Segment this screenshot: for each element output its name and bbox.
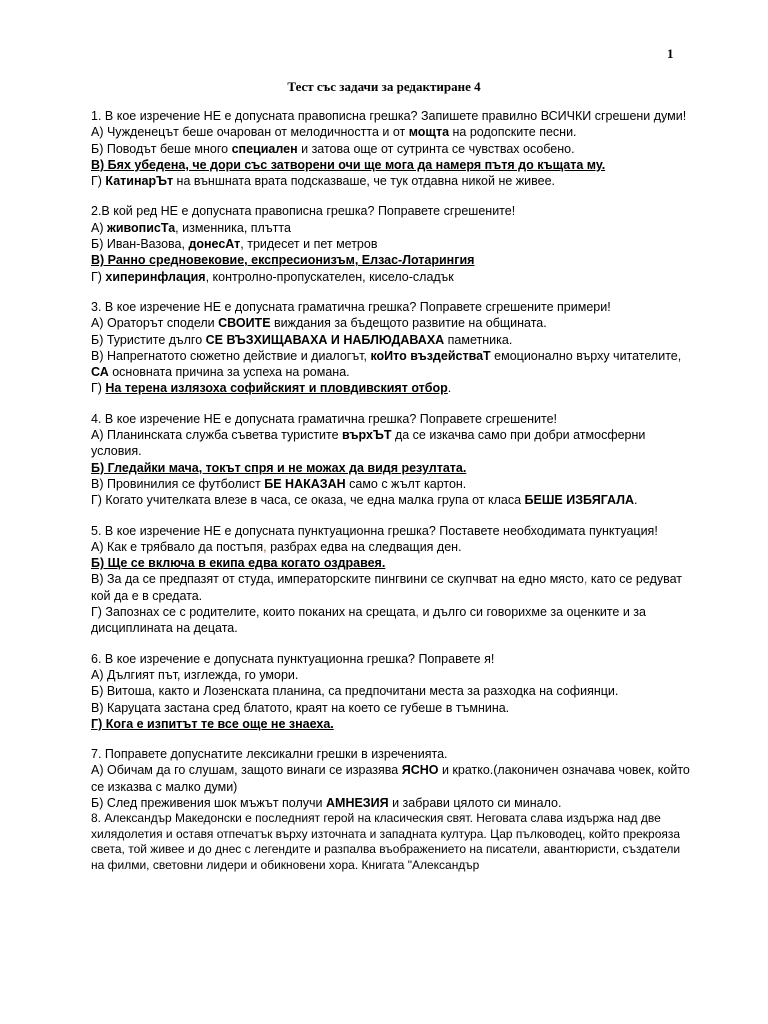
answer-b-correct: Б) Ще се включа в екипа едва когато оздравея. [91,556,386,571]
inserted-comma: , [583,572,588,587]
page-title: Тест със задачи за редактиране 4 [287,79,481,94]
question-3 [91,299,691,397]
answer-c: В) Каруцата застана сред блатото, краят на което се губеше в тъмнина. [91,700,510,715]
answer-c: В) Провинилия се футболист БЕ НАКАЗАН само с жълт картон. [91,476,467,491]
answer-c-correct: В) Ранно средновековие, експресионизъм, Елзас-Лотарингия [91,253,475,268]
answer-d-correct: Г) Кога е изпитът те все още не знаеха. [91,716,334,731]
answer-d: Г) Запознах се с родителите, които поканих на срещата, и дълго си говорихме за оценките и за дисциплината на децата. [91,605,646,636]
question-8 [91,811,691,873]
answer-b: Б) Витоша, както и Лозенската планина, са предпочитани места за разходка на софиянци. [91,684,619,699]
question-6 [91,651,691,732]
answer-b: Б) Туристите дълго СЕ ВЪЗХИЩАВАХА И НАБЛЮДАВАХА паметника. [91,332,513,347]
answer-a: А) Дългият път, изглежда, го умори. [91,667,299,682]
answer-c: В) За да се предпазят от студа, императорските пингвини се скупчват на едно място, като се редуват кой да е в средата. [91,572,683,603]
answer-a: А) живописТа, изменника, плътта [91,220,291,235]
question-4 [91,411,691,509]
answer-b: Б) След преживения шок мъжът получи АМНЕЗИЯ и забрави цялото си минало. [91,795,562,810]
question-prompt: 4. В кое изречение НЕ е допусната граматична грешка? Поправете сгрешените! [91,411,558,426]
answer-a: А) Планинската служба съветва туристите върхЪТ да се изкачва само при добри атмосферни условия. [91,428,646,459]
question-8-text: 8. Александър Македонски е последният герой на класическия свят. Неговата слава издържа над две хилядолетия и оставя отпечатък върху източната и западната култура. Цар пълководец, който прекрояза света, той живее и до днес с легендите и разпалва въображението на писатели, авантюристи, създатели на филми, световни лидери и обикновени хора. Книгата "Александър [91,811,681,872]
page-number: 1 [667,46,674,61]
answer-d: Г) хиперинфлация, контролно-пропускателен, кисело-сладък [91,269,454,284]
question-prompt: 5. В кое изречение НЕ е допусната пунктуационна грешка? Поставете необходимата пунктуация! [91,523,658,538]
answer-d: Г) КатинарЪт на външната врата подсказваше, че тук отдавна никой не живее. [91,174,556,189]
question-prompt: 2.В кой ред НЕ е допусната правописна грешка? Поправете сгрешените! [91,204,516,219]
question-5 [91,523,691,637]
question-prompt: 6. В кое изречение е допусната пунктуационна грешка? Поправете я! [91,651,495,666]
answer-a: А) Обичам да го слушам, защото винаги се изразява ЯСНО и кратко.(лаконичен означава човек, който се изказва с малко думи) [91,763,690,794]
inserted-comma: , [415,605,420,620]
answer-d-correct: Г) На терена излязоха софийският и пловдивският отбор. [91,381,452,396]
question-prompt: 3. В кое изречение НЕ е допусната граматична грешка? Поправете сгрешените примери! [91,299,611,314]
question-prompt: 1. В кое изречение НЕ е допусната правописна грешка? Запишете правилно ВСИЧКИ сгрешени думи! [91,109,687,123]
question-7 [91,746,691,811]
inserted-comma: , [263,539,267,554]
answer-b: Б) Иван-Вазова, донесАт, тридесет и пет метров [91,237,378,252]
answer-a: А) Как е трябвало да постъпя, разбрах едва на следващия ден. [91,539,462,554]
test-content [91,108,691,873]
answer-a: А) Ораторът сподели СВОИТЕ виждания за бъдещото развитие на общината. [91,316,547,331]
question-1 [91,108,691,189]
answer-b-correct: Б) Гледайки мача, токът спря и не можах да видя резултата. [91,460,467,475]
question-prompt: 7. Поправете допуснатите лексикални грешки в изреченията. [91,747,448,762]
answer-c: В) Напрегнатото сюжетно действие и диалогът, коИто въздействаТ емоционално върху читателите, СА основната причина за успеха на романа. [91,348,682,380]
answer-a: А) Чужденецът беше очарован от мелодичността и от мощта на родопските песни. [91,125,577,140]
answer-d: Г) Когато учителката влезе в часа, се оказа, че една малка група от класа БЕШЕ ИЗБЯГАЛА. [91,493,638,508]
question-2 [91,203,691,284]
answer-c-correct: В) Бях убедена, че дори със затворени очи ще мога да намеря пътя до къщата му. [91,157,606,172]
answer-b: Б) Поводът беше много специален и затова още от сутринта се чувствах особено. [91,141,575,156]
